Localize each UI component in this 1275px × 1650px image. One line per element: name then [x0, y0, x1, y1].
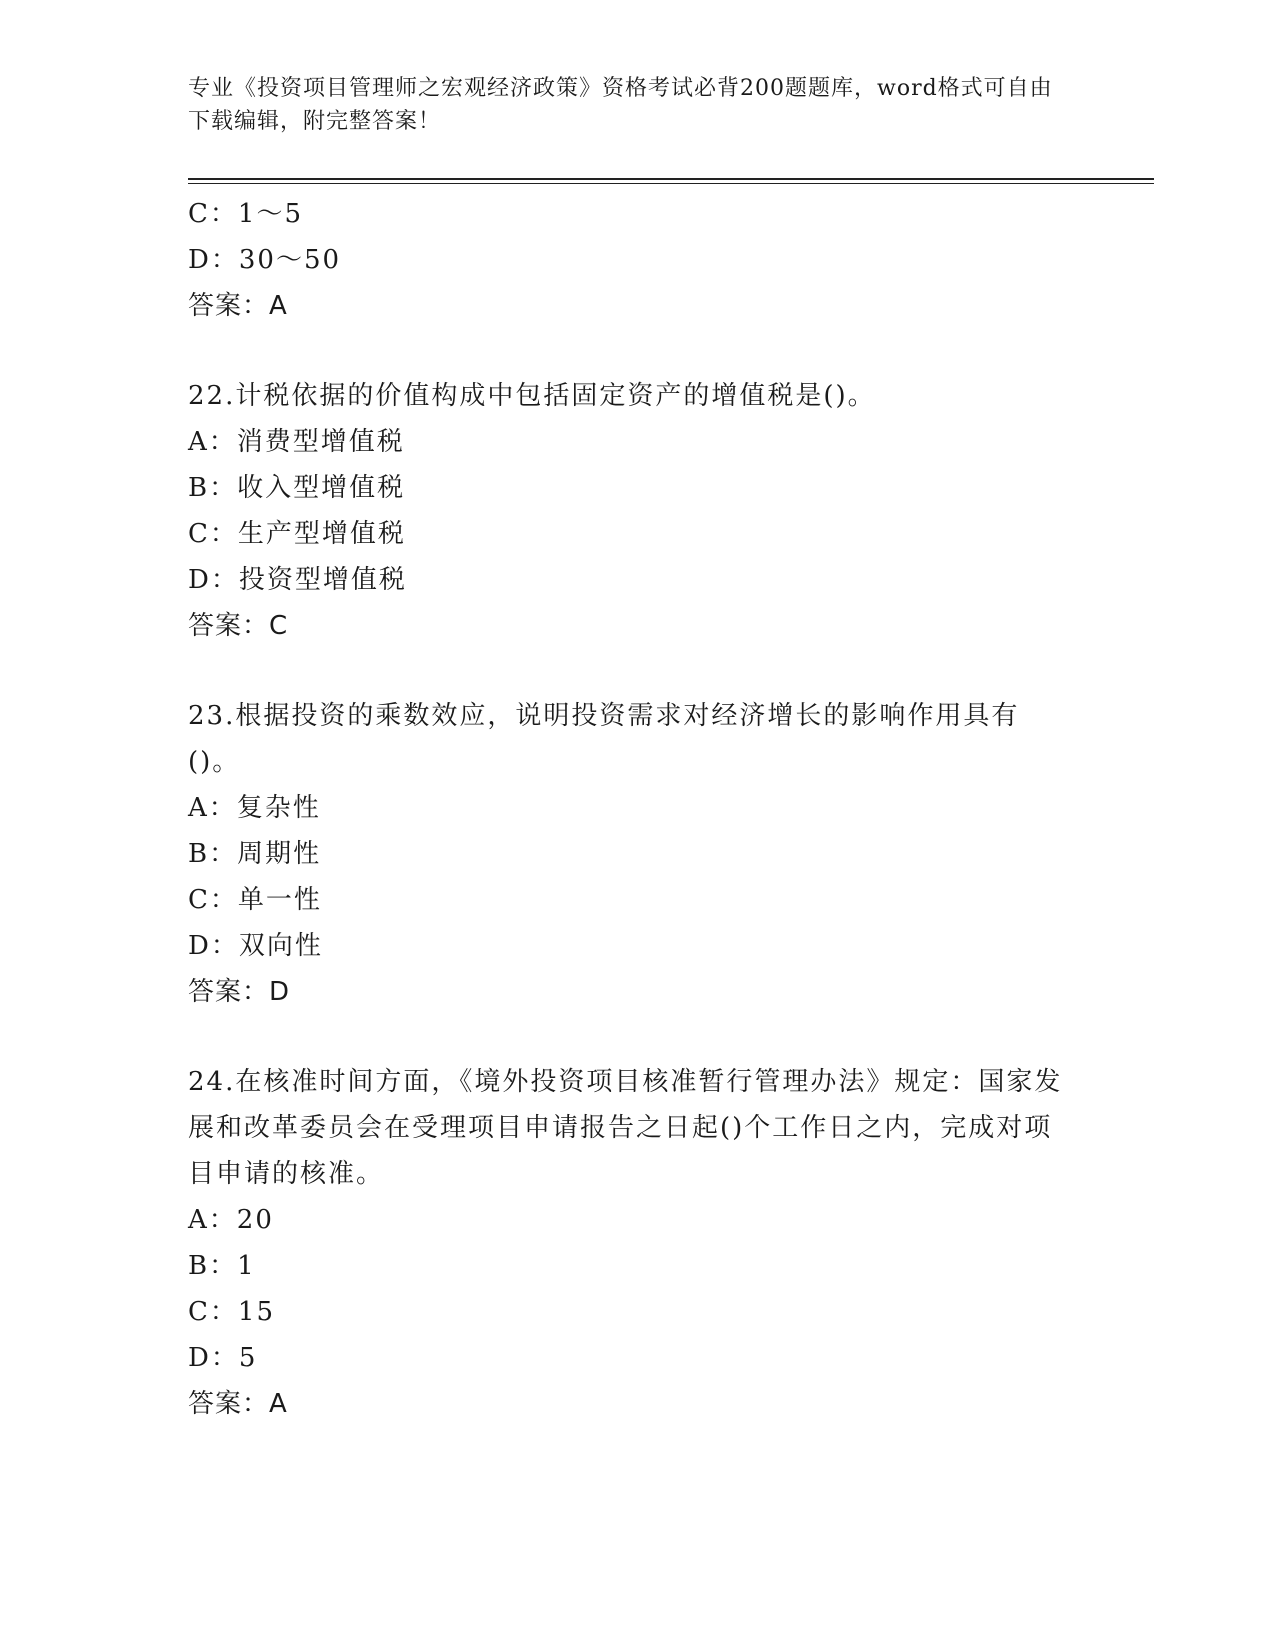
option-c	[188, 1289, 1088, 1335]
question-number: 22.	[188, 381, 236, 411]
answer-line: 答案：A	[188, 1389, 288, 1419]
option-text: 投资型增值税	[238, 565, 407, 595]
question-text: 计税依据的价值构成中包括固定资产的增值税是()。	[235, 381, 876, 411]
question-24	[188, 1059, 1088, 1427]
option-label: D：	[188, 1343, 239, 1373]
option-text: 1～5	[237, 199, 303, 229]
question-23	[188, 693, 1088, 1015]
question-stem	[188, 373, 1068, 419]
option-text: 收入型增值税	[237, 473, 406, 503]
answer-line: 答案：D	[188, 977, 291, 1007]
option-label: B：	[188, 1251, 238, 1281]
option-text: 复杂性	[236, 793, 321, 823]
option-label: D：	[188, 931, 239, 961]
header-rule-thick	[188, 178, 1154, 180]
option-text: 双向性	[238, 931, 323, 961]
option-text: 消费型增值税	[236, 427, 405, 457]
question-stem	[188, 693, 1068, 785]
option-b	[188, 831, 1088, 877]
spacer	[188, 329, 1088, 373]
option-a	[188, 1197, 1088, 1243]
question-22	[188, 373, 1088, 649]
answer-line: 答案：A	[188, 291, 288, 321]
option-text: 周期性	[237, 839, 322, 869]
option-text: 15	[237, 1297, 275, 1327]
option-b	[188, 465, 1088, 511]
spacer	[188, 1015, 1088, 1059]
option-c	[188, 511, 1088, 557]
option-label: C：	[188, 1297, 238, 1327]
answer-line: 答案：C	[188, 611, 289, 641]
option-d	[188, 557, 1088, 603]
option-label: A：	[188, 427, 237, 457]
option-label: A：	[188, 793, 237, 823]
page-header	[188, 72, 1068, 138]
option-c	[188, 877, 1088, 923]
option-d	[188, 923, 1088, 969]
option-label: B：	[188, 839, 238, 869]
option-b	[188, 1243, 1088, 1289]
option-d	[188, 237, 1088, 283]
option-label: C：	[188, 885, 238, 915]
option-a	[188, 419, 1088, 465]
option-label: C：	[188, 519, 238, 549]
option-label: B：	[188, 473, 238, 503]
prev-question-tail	[188, 191, 1088, 329]
header-title: 专业《投资项目管理师之宏观经济政策》资格考试必背200题题库，word格式可自由下载编辑，附完整答案！	[188, 76, 1053, 134]
option-text: 20	[236, 1205, 274, 1235]
option-text: 5	[238, 1343, 258, 1373]
spacer	[188, 649, 1088, 693]
option-text: 1	[237, 1251, 256, 1281]
question-number: 24.	[188, 1067, 236, 1097]
option-text: 单一性	[237, 885, 322, 915]
option-text: 30～50	[238, 245, 342, 275]
question-text: 根据投资的乘数效应，说明投资需求对经济增长的影响作用具有()。	[188, 701, 1020, 777]
question-content	[188, 191, 1088, 1427]
header-rule-thin	[188, 183, 1154, 184]
question-text: 在核准时间方面，《境外投资项目核准暂行管理办法》规定：国家发展和改革委员会在受理项目申请报告之日起()个工作日之内，完成对项目申请的核准。	[188, 1067, 1063, 1189]
option-label: D：	[188, 565, 239, 595]
option-label: D：	[188, 245, 239, 275]
option-text: 生产型增值税	[237, 519, 406, 549]
option-label: C：	[188, 199, 238, 229]
option-d	[188, 1335, 1088, 1381]
question-number: 23.	[188, 701, 236, 731]
option-label: A：	[188, 1205, 237, 1235]
question-stem	[188, 1059, 1068, 1197]
option-a	[188, 785, 1088, 831]
option-c	[188, 191, 1088, 237]
